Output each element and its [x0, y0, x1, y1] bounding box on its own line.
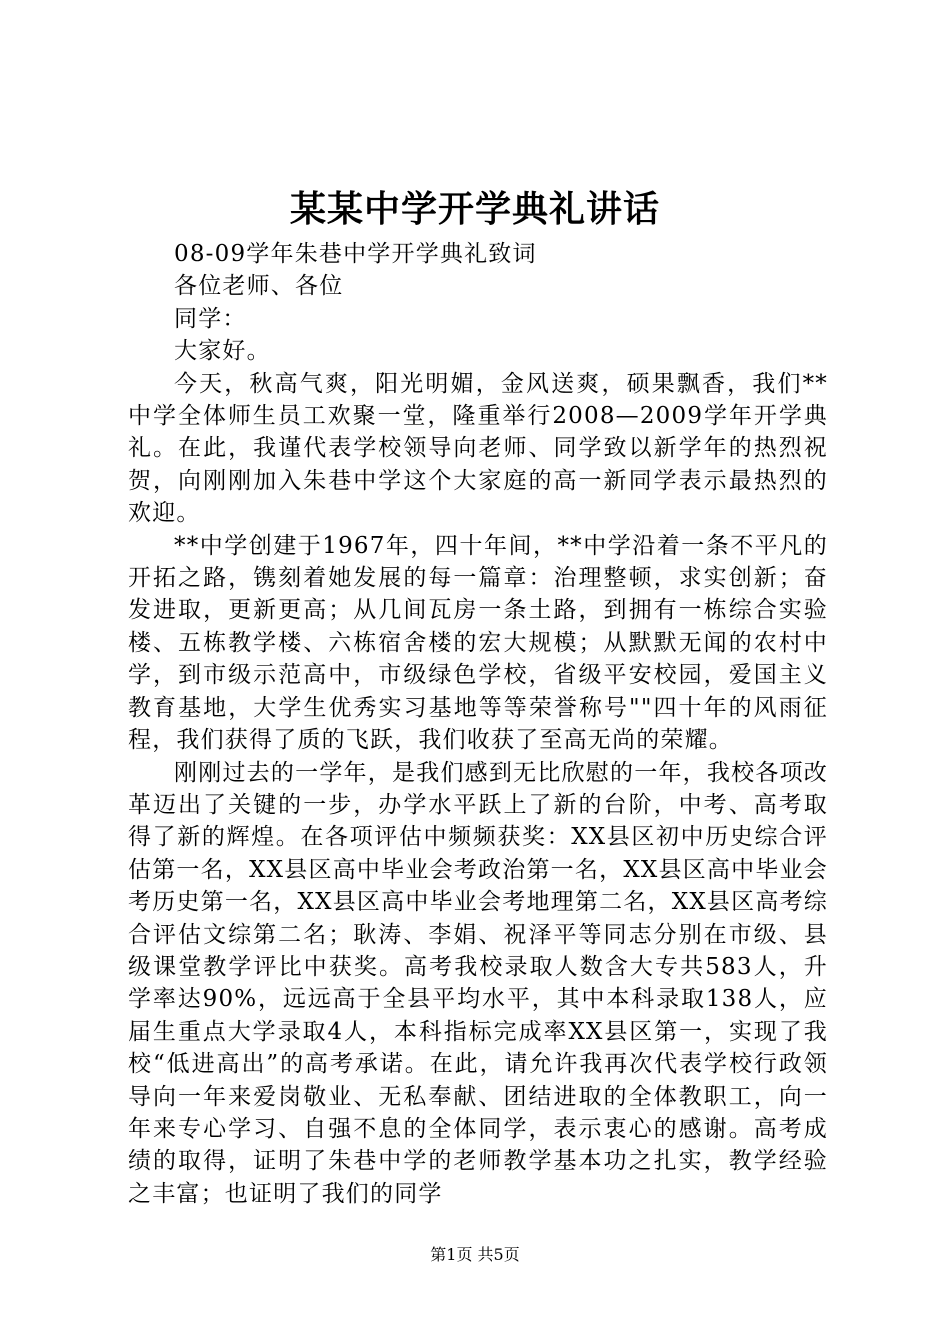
document-title: 某某中学开学典礼讲话 [289, 188, 660, 230]
paragraph-salutation-1: 各位老师、各位 [174, 273, 344, 300]
paragraph-greeting: 大家好。 [174, 338, 271, 365]
paragraph-salutation-2: 同学： [174, 305, 247, 332]
paragraph-heading: 08-09学年朱巷中学开学典礼致词 [174, 241, 537, 267]
paragraph-history: **中学创建于1967年，四十年间，**中学沿着一条不平凡的开拓之路，镌刻着她发展的每一篇章：治理整顿，求实创新；奋发进取，更新更高；从几间瓦房一条土路，到拥有一栋综合实验楼、五栋教学楼、六栋宿舍楼的宏大规模；从默默无闻的农村中学，到市级示范高中，市级绿色学校，省级平安校园，爱国主义教育基地，大学生优秀实习基地等等荣誉称号""四十年的风雨征程，我们获得了质的飞跃，我们收获了至高无尚的荣耀。 [128, 532, 828, 754]
paragraph-achievements: 刚刚过去的一学年，是我们感到无比欣慰的一年，我校各项改革迈出了关键的一步，办学水平跃上了新的台阶，中考、高考取得了新的辉煌。在各项评估中频频获奖：XX县区初中历史综合评估第一名，XX县区高中毕业会考政治第一名，XX县区高中毕业会考历史第一名，XX县区高中毕业会考地理第二名，XX县区高考综合评估文综第二名；耿涛、李娟、祝泽平等同志分别在市级、县级课堂教学评比中获奖。高考我校录取人数含大专共583人，升学率达90%，远远高于全县平均水平，其中本科录取138人，应届生重点大学录取4人，本科指标完成率XX县区第一，实现了我校“低进高出”的高考承诺。在此，请允许我再次代表学校行政领导向一年来爱岗敬业、无私奉献、团结进取的全体教职工，向一年来专心学习、自强不息的全体同学，表示衷心的感谢。高考成绩的取得，证明了朱巷中学的老师教学基本功之扎实，教学经验之丰富；也证明了我们的同学 [128, 759, 828, 1207]
paragraph-opening: 今天，秋高气爽，阳光明媚，金风送爽，硕果飘香，我们**中学全体师生员工欢聚一堂，隆重举行2008—2009学年开学典礼。在此，我谨代表学校领导向老师、同学致以新学年的热烈祝贺，向刚刚加入朱巷中学这个大家庭的高一新同学表示最热烈的欢迎。 [128, 370, 828, 527]
document-body [128, 238, 828, 1210]
page-number-footer: 第1页 共5页 [430, 1245, 520, 1264]
